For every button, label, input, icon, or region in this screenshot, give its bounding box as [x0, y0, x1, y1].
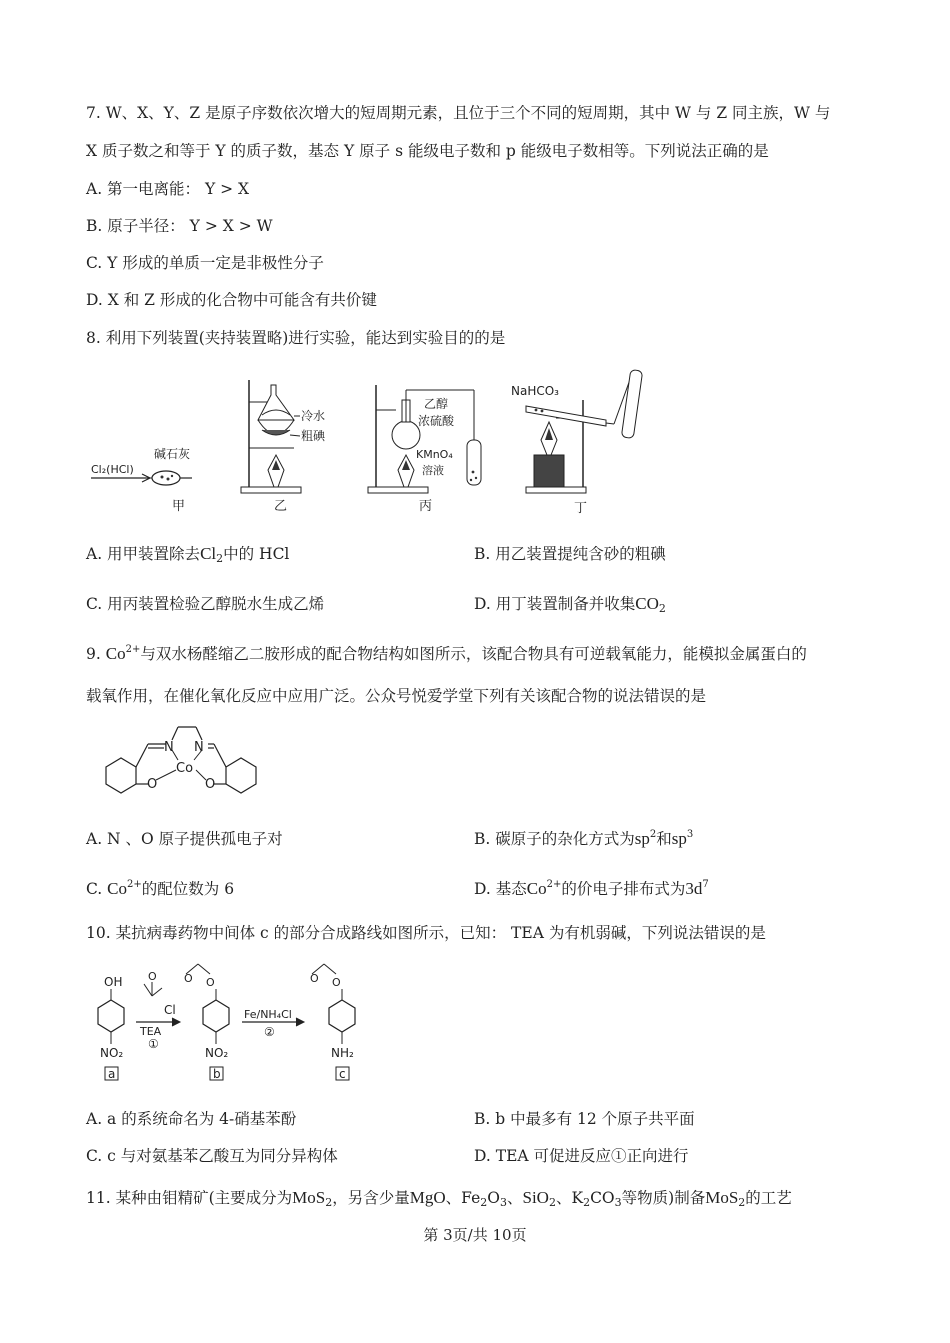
q10-option-a: A. a 的系统命名为 4-硝基苯酚	[86, 1110, 297, 1128]
b-ester-o: O	[206, 976, 215, 989]
acyl-cl: Cl	[164, 1003, 176, 1017]
q8-option-a: A. 用甲装置除去$Cl_2$中的 HCl	[86, 544, 290, 565]
bing-reagent-solution: 溶液	[422, 464, 444, 477]
c-label: c	[339, 1067, 346, 1081]
q10-option-d: D. TEA 可促进反应①正向进行	[474, 1147, 689, 1165]
step1-label: ①	[148, 1037, 159, 1051]
q7-option-a: A. 第一电离能： Y > X	[86, 180, 250, 198]
structure-n-left: N	[164, 740, 174, 755]
acyl-o: O	[148, 970, 157, 983]
q9-option-d: D. 基态$Co^{2+}$的价电子排布式为$3d^7$	[474, 879, 709, 898]
q9-option-a: A. N 、O 原子提供孤电子对	[86, 830, 283, 848]
structure-o-left: O	[147, 777, 158, 792]
yi-iodine-label: 粗碘	[301, 429, 326, 443]
q10-option-b: B. b 中最多有 12 个原子共平面	[474, 1110, 695, 1128]
step2-label: ②	[264, 1025, 275, 1039]
bing-reagent-acid: 浓硫酸	[418, 414, 455, 428]
q8-option-b: B. 用乙装置提纯含砂的粗碘	[474, 545, 666, 563]
bing-reagent-kmno4: KMnO₄	[416, 448, 453, 461]
q10-synthesis-scheme	[86, 954, 386, 1094]
jia-reagent-label: 碱石灰	[154, 447, 191, 461]
q11-stem: 11. 某种由钼精矿(主要成分为MoS$_2$，另含少量MgO、$Fe_2O_3$、SiO$_2$、$K_2CO_3$等物质)制备MoS$_2$的工艺	[86, 1188, 792, 1209]
q7-option-d: D. X 和 Z 形成的化合物中可能含有共价键	[86, 291, 377, 309]
q10-option-c: C. c 与对氨基苯乙酸互为同分异构体	[86, 1147, 338, 1165]
reagent2-label: Fe/NH₄Cl	[244, 1008, 292, 1021]
q7-stem-line1: 7. W、X、Y、Z 是原子序数依次增大的短周期元素，且位于三个不同的短周期，其中 W 与 Z 同主族，W 与	[86, 104, 831, 122]
q7-stem-line2: X 质子数之和等于 Y 的质子数，基态 Y 原子 s 能级电子数和 p 能级电子数相等。下列说法正确的是	[86, 142, 769, 160]
b-label: b	[213, 1067, 221, 1081]
q9-complex-structure	[86, 722, 276, 812]
structure-n-right: N	[194, 740, 204, 755]
q9-option-c: C. $Co^{2+}$的配位数为 6	[86, 879, 235, 898]
q8-apparatus-figure	[86, 360, 686, 520]
c-carbonyl-o: O	[310, 972, 319, 985]
q8-option-c: C. 用丙装置检验乙醇脱水生成乙烯	[86, 595, 325, 613]
q8-stem: 8. 利用下列装置(夹持装置略)进行实验，能达到实验目的的是	[86, 329, 506, 347]
q8-option-d: D. 用丁装置制备并收集$CO_2$	[474, 594, 666, 615]
yi-cold-water-label: 冷水	[301, 409, 326, 423]
apparatus-yi	[241, 380, 326, 514]
jia-gas-label: Cl₂(HCl)	[91, 463, 134, 476]
bing-label: 丙	[419, 499, 433, 514]
q10-stem: 10. 某抗病毒药物中间体 c 的部分合成路线如图所示，已知： TEA 为有机弱碱，下列说法错误的是	[86, 924, 766, 942]
q7-option-b: B. 原子半径： Y > X > W	[86, 217, 273, 235]
apparatus-bing	[368, 385, 481, 514]
apparatus-jia	[91, 446, 192, 514]
ding-label: 丁	[574, 501, 588, 516]
a-label: a	[108, 1067, 116, 1081]
q7-option-c: C. Y 形成的单质一定是非极性分子	[86, 254, 324, 272]
b-carbonyl-o: O	[184, 972, 193, 985]
structure-co: Co	[176, 761, 194, 776]
c-ester-o: O	[332, 976, 341, 989]
tea-label: TEA	[140, 1025, 162, 1038]
yi-label: 乙	[274, 499, 288, 514]
ding-reagent-label: NaHCO₃	[511, 384, 559, 398]
c-nh2: NH₂	[331, 1046, 354, 1060]
apparatus-ding	[511, 369, 643, 516]
q9-stem-line1: 9. $Co^{2+}$与双水杨醛缩乙二胺形成的配合物结构如图所示，该配合物具有可逆载氧能力，能模拟金属蛋白的	[86, 644, 807, 663]
a-no2: NO₂	[100, 1046, 124, 1060]
page-footer: 第 3页/共 10页	[423, 1226, 527, 1244]
a-oh: OH	[104, 975, 123, 989]
bing-reagent-ethanol: 乙醇	[424, 397, 449, 411]
b-no2: NO₂	[205, 1046, 229, 1060]
q9-option-b: B. 碳原子的杂化方式为$sp^2$和$sp^3$	[474, 829, 694, 848]
jia-label: 甲	[172, 499, 186, 514]
q9-stem-line2: 载氧作用，在催化氧化反应中应用广泛。公众号悦爱学堂下列有关该配合物的说法错误的是	[86, 687, 707, 705]
structure-o-right: O	[205, 777, 216, 792]
